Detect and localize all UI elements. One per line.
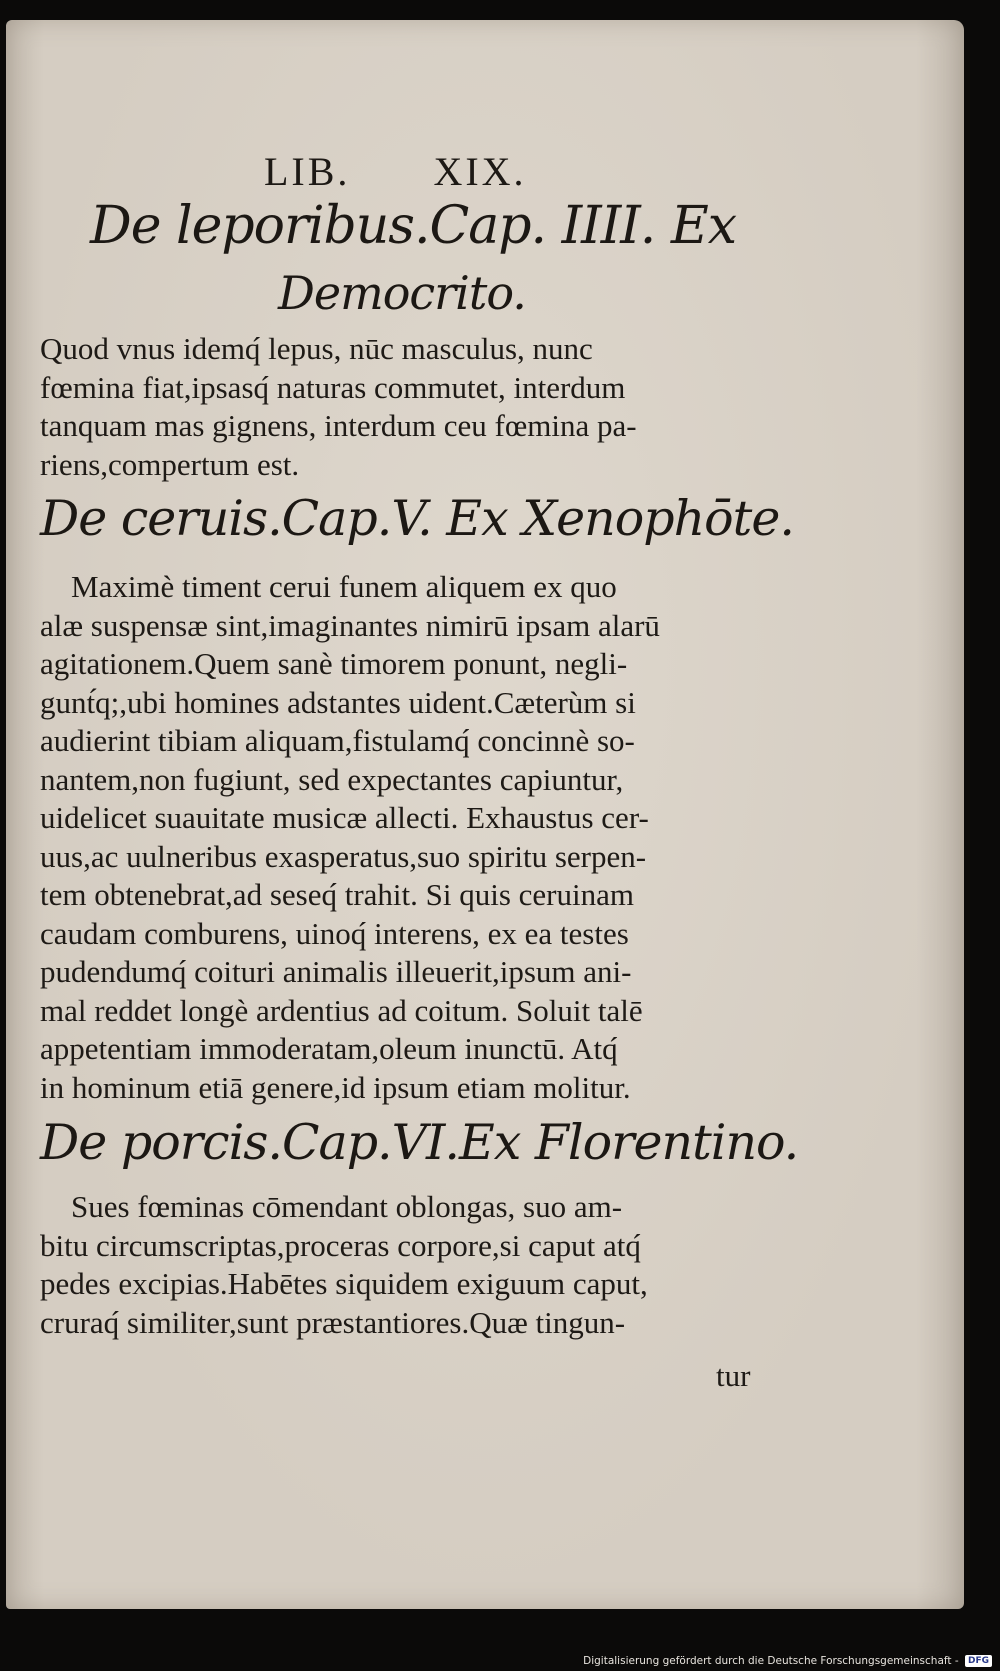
chapter-heading-leporibus-cont: Democrito.: [278, 266, 526, 320]
text-line: cruraq́ similiter,sunt præstantiores.Quæ tingun-: [40, 1304, 626, 1340]
book-page: [6, 20, 964, 1609]
text-line: appetentiam immoderatam,oleum inunctū. Atq́: [40, 1031, 618, 1066]
text-line: Quod vnus idemq́ lepus, nūc masculus, nunc: [40, 331, 593, 366]
chapter-heading-porcis: De porcis.Cap.VI.Ex Florentino.: [40, 1114, 799, 1171]
text-line: pudendumq́ coituri animalis illeuerit,ipsum ani-: [40, 954, 632, 989]
catchword: tur: [716, 1358, 751, 1393]
digitization-credit: [583, 1654, 992, 1668]
text-line: mal reddet longè ardentius ad coitum. Soluit talē: [40, 992, 643, 1028]
text-line: caudam comburens, uinoq́ interens, ex ea testes: [40, 915, 629, 951]
text-line: Maximè timent cerui funem aliquem ex quo: [40, 569, 617, 604]
running-head-book: LIB.: [264, 149, 351, 194]
running-head-number: XIX.: [433, 149, 527, 194]
text-line: bitu circumscriptas,proceras corpore,si caput atq́: [40, 1227, 641, 1263]
text-line: uidelicet suauitate musicæ allecti. Exhaustus cer-: [40, 800, 649, 835]
chapter-heading-leporibus: De leporibus.Cap. IIII. Ex: [90, 196, 737, 256]
credit-text: Digitalisierung gefördert durch die Deutsche Forschungsgemeinschaft -: [583, 1655, 959, 1667]
text-line: uus,ac uulneribus exasperatus,suo spiritu serpen-: [40, 838, 647, 874]
text-line: nantem,non fugiunt, sed expectantes capiuntur,: [40, 761, 624, 797]
text-line: fœmina fiat,ipsasq́ naturas commutet, interdum: [40, 369, 626, 405]
text-line: pedes excipias.Habētes siquidem exiguum caput,: [40, 1266, 648, 1301]
chapter-heading-ceruis: De ceruis.Cap.V. Ex Xenophōte.: [40, 490, 794, 547]
paragraph-porcis: [40, 1188, 770, 1342]
dfg-logo-icon[interactable]: DFG: [965, 1655, 992, 1667]
text-line: audierint tibiam aliquam,fistulamq́ concinnè so-: [40, 723, 635, 758]
text-line: Sues fœminas cōmendant oblongas, suo am-: [40, 1189, 623, 1224]
text-line: alæ suspensæ sint,imaginantes nimirū ipsam alarū: [40, 607, 660, 643]
text-line: agitationem.Quem sanè timorem ponunt, negli-: [40, 646, 628, 681]
text-line: in hominum etiā genere,id ipsum etiam molitur.: [40, 1069, 631, 1105]
running-head: [264, 148, 564, 195]
text-line: tem obtenebrat,ad seseq́ trahit. Si quis ceruinam: [40, 877, 634, 912]
paragraph-leporibus: [40, 330, 770, 484]
text-line: riens,compertum est.: [40, 446, 300, 482]
paragraph-ceruis: [40, 568, 770, 1107]
text-line: tanquam mas gignens, interdum ceu fœmina pa-: [40, 408, 637, 443]
text-line: gunt́q;,ubi homines adstantes uident.Cæterùm si: [40, 684, 636, 720]
